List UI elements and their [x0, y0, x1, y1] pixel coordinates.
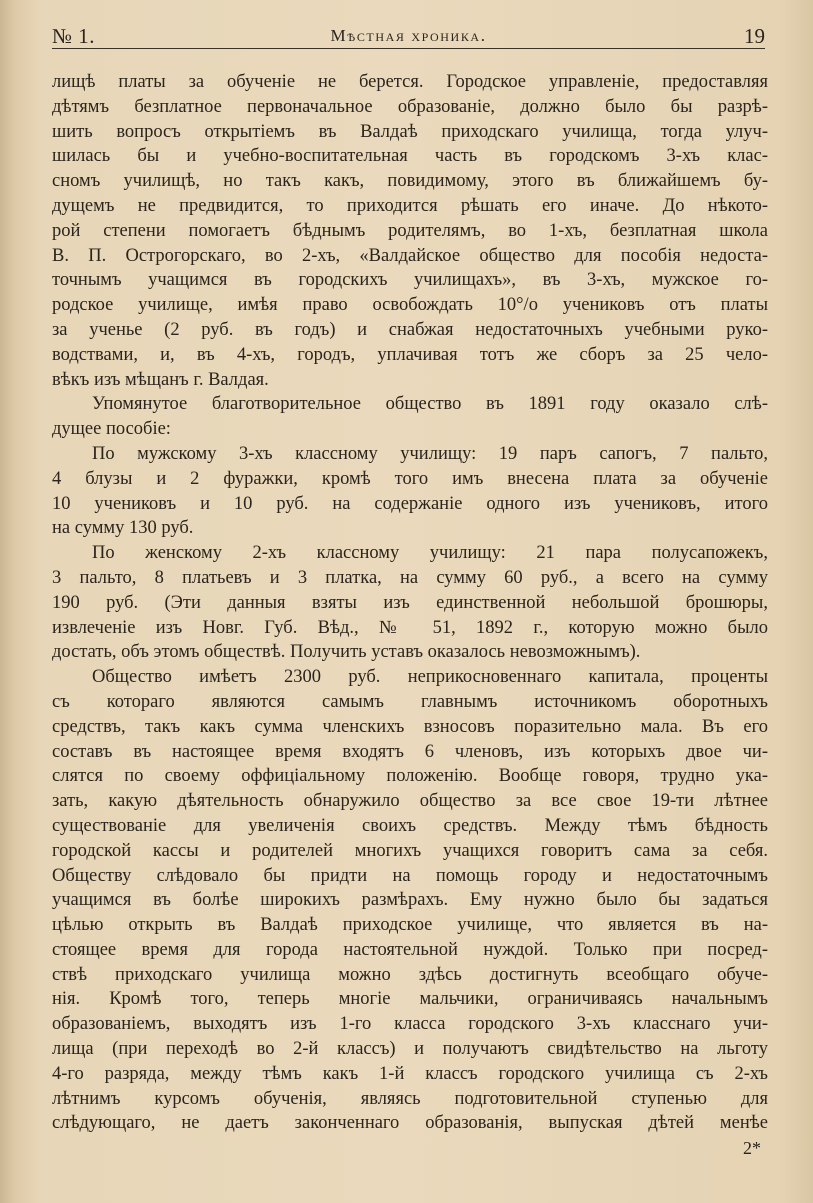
- text-line: существованіе для увеличенія своихъ средствъ. Между тѣмъ бѣдность: [52, 815, 768, 836]
- text-line: 190 руб. (Эти данныя взяты изъ единственной небольшой брошюры,: [52, 592, 768, 613]
- text-line: 4 блузы и 2 фуражки, кромѣ того имъ внесена плата за обученіе: [52, 468, 768, 489]
- running-header: [52, 22, 765, 49]
- text-line: сномъ училищѣ, но такъ какъ, повидимому, этого въ ближайшемъ бу-: [52, 171, 768, 192]
- text-line: рой степени помогаетъ бѣднымъ родителямъ, во 1-хъ, безплатная школа: [52, 220, 768, 241]
- text-line: вѣкъ изъ мѣщанъ г. Валдая.: [52, 369, 269, 390]
- text-line: шилась бы и учебно-воспитательная часть въ городскомъ 3-хъ клас-: [52, 146, 768, 167]
- page-number: 19: [744, 24, 765, 48]
- text-line: дущемъ не предвидится, то приходится рѣшать его иначе. До нѣкото-: [52, 195, 768, 216]
- signature-mark: 2*: [743, 1138, 761, 1158]
- text-line: образованіемъ, выходятъ изъ 1-го класса городского 3-хъ класснаго учи-: [52, 1014, 768, 1035]
- text-line: учащимся въ болѣе широкихъ размѣрахъ. Ему нужно было бы задаться: [52, 890, 768, 911]
- text-line: 4-го разряда, между тѣмъ какъ 1-й классъ городского училища съ 2-хъ: [52, 1063, 768, 1084]
- text-line: По мужскому 3-хъ классному училищу: 19 паръ сапогъ, 7 пальто,: [92, 443, 768, 464]
- text-line: 3 пальто, 8 платьевъ и 3 платка, на сумму 60 руб., а всего на сумму: [52, 567, 768, 588]
- text-line: нія. Кромѣ того, теперь многіе мальчики, ограничиваясь начальнымъ: [52, 989, 768, 1010]
- text-line: городской кассы и родителей многихъ учащихся говоритъ сама за себя.: [52, 840, 768, 861]
- text-line: цѣлью открыть въ Валдаѣ приходское училище, что является въ на-: [52, 915, 768, 936]
- text-line: 10 учениковъ и 10 руб. на содержаніе одного изъ учениковъ, итого: [52, 493, 768, 514]
- text-line: за ученье (2 руб. въ годъ) и снабжая недостаточныхъ учебными руко-: [52, 319, 768, 340]
- text-line: на сумму 130 руб.: [52, 518, 194, 539]
- text-line: лѣтнимъ курсомъ обученія, являясь подготовительной ступенью для: [52, 1088, 768, 1109]
- text-line: шить вопросъ открытіемъ въ Валдаѣ приходскаго училища, тогда улуч-: [52, 121, 768, 142]
- text-line: Упомянутое благотворительное общество въ 1891 году оказало слѣ-: [92, 394, 768, 415]
- issue-number: № 1.: [52, 24, 96, 48]
- text-line: достать, объ этомъ обществѣ. Получить уставъ оказалось невозможнымъ).: [52, 642, 641, 663]
- text-line: зать, какую дѣятельность обнаружило общество за все свое 19-ти лѣтнее: [52, 791, 768, 812]
- section-title: Мѣстная хроника.: [330, 26, 487, 45]
- text-line: дущее пособіе:: [52, 419, 171, 440]
- text-line: точнымъ учащимся въ городскихъ училищахъ», въ 3-хъ, мужское го-: [52, 270, 768, 291]
- text-line: съ котораго являются самымъ главнымъ источникомъ оборотныхъ: [52, 691, 768, 712]
- text-line: В. П. Острогорскаго, во 2-хъ, «Валдайское общество для пособія недоста-: [52, 245, 768, 266]
- text-line: слятся по своему оффиціальному положенію. Вообще говоря, трудно ука-: [52, 766, 768, 787]
- text-line: лища (при переходѣ во 2-й классъ) и получаютъ свидѣтельство на льготу: [52, 1039, 768, 1060]
- text-line: ствѣ приходскаго училища можно здѣсь достигнуть всеобщаго обуче-: [52, 964, 768, 985]
- text-line: стоящее время для города настоятельной нуждой. Только при посред-: [52, 939, 768, 960]
- text-line: родское училище, имѣя право освобождать 10°/о учениковъ отъ платы: [52, 295, 768, 316]
- text-line: Обществу слѣдовало бы придти на помощь городу и недостаточнымъ: [52, 865, 768, 886]
- text-line: водствами, и, въ 4-хъ, городъ, уплачивая тотъ же сборъ за 25 чело-: [52, 344, 768, 365]
- text-line: Общество имѣетъ 2300 руб. неприкосновеннаго капитала, проценты: [92, 667, 768, 688]
- text-line: извлеченіе изъ Новг. Губ. Вѣд., № 51, 1892 г., которую можно было: [52, 617, 768, 638]
- text-line: средствъ, такъ какъ сумма членскихъ взносовъ поразительно мала. Въ его: [52, 716, 768, 737]
- text-line: составъ въ настоящее время входятъ 6 членовъ, изъ которыхъ двое чи-: [52, 741, 768, 762]
- body-text: [52, 70, 768, 1136]
- text-line: лищѣ платы за обученіе не берется. Городское управленіе, предоставляя: [52, 72, 768, 92]
- text-line: слѣдующаго, не даетъ законченнаго образованія, выпуская дѣтей менѣе: [52, 1113, 768, 1134]
- text-line: По женскому 2-хъ классному училищу: 21 пара полусапожекъ,: [92, 543, 768, 564]
- text-line: дѣтямъ безплатное первоначальное образованіе, должно было бы разрѣ-: [52, 96, 768, 117]
